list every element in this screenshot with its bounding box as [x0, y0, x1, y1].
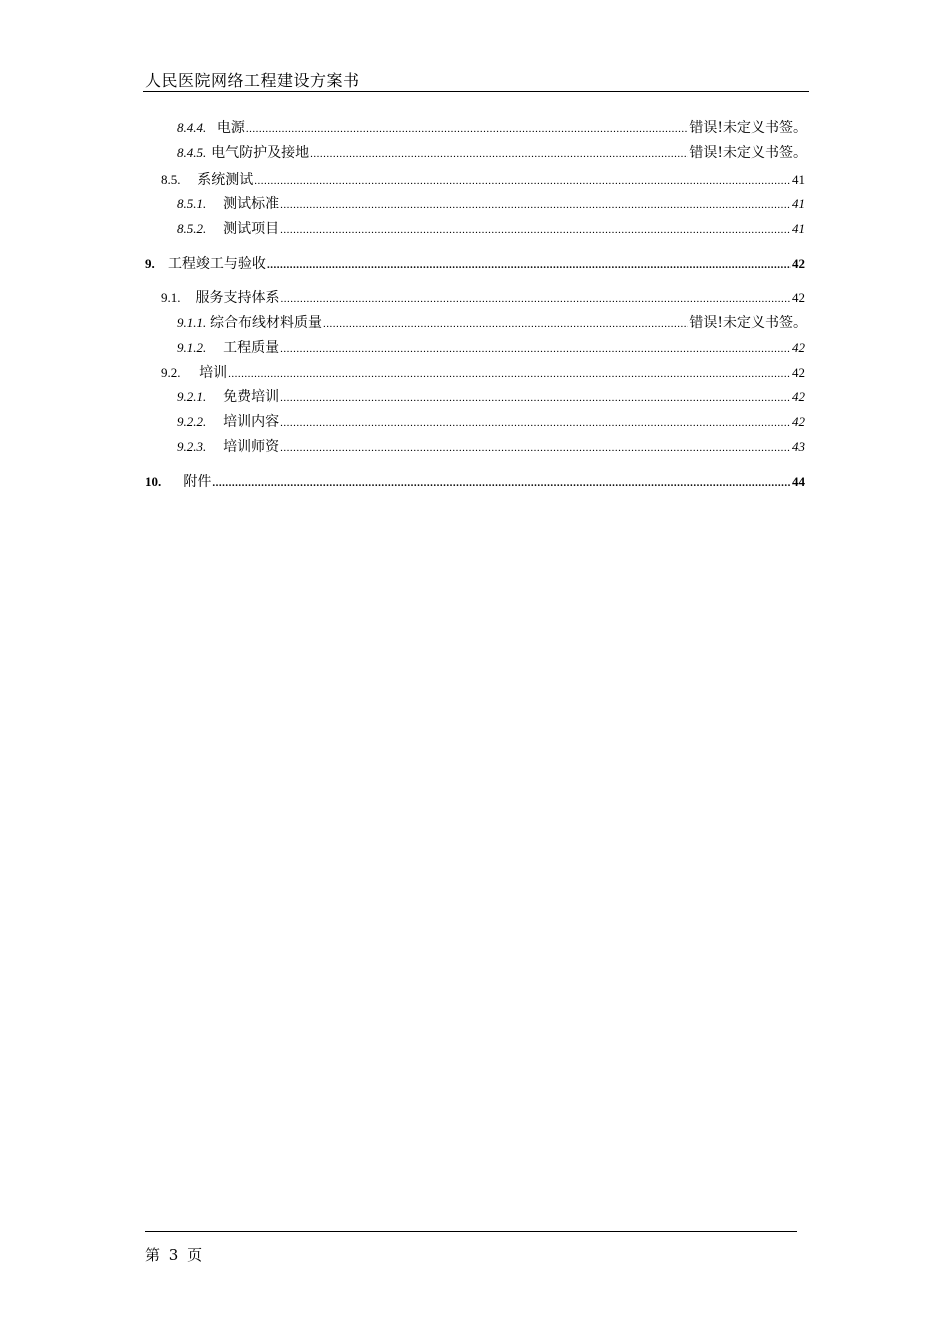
toc-entry-title: 附件: [183, 474, 212, 490]
toc-entry-number: 9.2.: [161, 365, 181, 380]
toc-entry-title: 电源: [216, 120, 245, 136]
toc-entry[interactable]: [161, 289, 805, 307]
toc-entry-page: 错误!未定义书签。: [689, 315, 807, 331]
toc-entry[interactable]: [145, 473, 805, 491]
toc-entry[interactable]: [177, 220, 805, 238]
toc-entry-number: 8.5.: [161, 172, 181, 187]
toc-entry-number: 9.: [145, 256, 155, 271]
dot-leader: [310, 149, 688, 160]
toc-entry[interactable]: [161, 364, 805, 382]
toc-entry[interactable]: [177, 314, 807, 332]
dot-leader: [280, 225, 791, 236]
toc-entry-title: 培训师资: [223, 439, 280, 455]
dot-leader: [212, 478, 791, 489]
footer-page-number: 第 3 页: [145, 1246, 205, 1264]
toc-entry-page: 41: [792, 221, 805, 236]
footer-rule: [145, 1231, 797, 1232]
toc-entry-page: 42: [792, 389, 805, 404]
toc-entry-title: 工程质量: [223, 340, 280, 356]
toc-entry-title: 培训内容: [223, 414, 280, 430]
toc-entry-page: 42: [792, 256, 805, 271]
toc-entry-title: 工程竣工与验收: [167, 256, 266, 272]
dot-leader: [228, 369, 791, 380]
toc-entry-number: 9.1.2.: [177, 340, 207, 355]
toc-entry-title: 综合布线材料质量: [209, 315, 322, 331]
header-rule: [143, 91, 809, 92]
toc-entry[interactable]: [177, 119, 807, 137]
dot-leader: [323, 319, 688, 330]
toc-entry[interactable]: [177, 144, 807, 162]
dot-leader: [280, 418, 791, 429]
dot-leader: [267, 260, 791, 271]
toc-entry-number: 8.4.4.: [177, 120, 207, 135]
toc-entry-page: 错误!未定义书签。: [689, 145, 807, 161]
toc-entry-title: 系统测试: [197, 172, 254, 188]
toc-entry-page: 41: [792, 196, 805, 211]
toc-entry-number: 8.5.1.: [177, 196, 207, 211]
toc-entry-title: 测试项目: [223, 221, 280, 237]
toc-entry[interactable]: [177, 438, 805, 456]
toc-entry-page: 42: [792, 414, 805, 429]
toc-entry-number: 9.1.1.: [177, 315, 207, 330]
toc-entry-number: 10.: [145, 474, 162, 489]
toc-entry-page: 44: [792, 474, 805, 489]
dot-leader: [254, 176, 791, 187]
dot-leader: [280, 200, 791, 211]
toc-entry-number: 9.2.3.: [177, 439, 207, 454]
toc-entry-page: 错误!未定义书签。: [689, 120, 807, 136]
dot-leader: [280, 443, 791, 454]
toc-entry-number: 8.4.5.: [177, 145, 207, 160]
toc-entry[interactable]: [161, 171, 805, 189]
header-title: 人民医院网络工程建设方案书: [145, 71, 360, 90]
toc-entry-number: 8.5.2.: [177, 221, 207, 236]
toc-entry-page: 43: [792, 439, 805, 454]
toc-entry[interactable]: [145, 255, 805, 273]
toc-entry-title: 免费培训: [223, 389, 280, 405]
toc-entry-title: 培训: [199, 365, 228, 381]
toc-entry-page: 42: [792, 340, 805, 355]
toc-entry[interactable]: [177, 195, 805, 213]
toc-entry-page: 42: [792, 365, 805, 380]
toc-entry[interactable]: [177, 388, 805, 406]
toc-entry-page: 42: [792, 290, 805, 305]
toc-entry-title: 测试标准: [223, 196, 280, 212]
toc-entry[interactable]: [177, 339, 805, 357]
dot-leader: [281, 294, 791, 305]
toc-entry[interactable]: [177, 413, 805, 431]
dot-leader: [280, 344, 791, 355]
toc-entry-number: 9.1.: [161, 290, 181, 305]
dot-leader: [280, 393, 791, 404]
dot-leader: [246, 124, 688, 135]
toc-entry-number: 9.2.1.: [177, 389, 207, 404]
toc-entry-title: 电气防护及接地: [211, 145, 310, 161]
toc-entry-number: 9.2.2.: [177, 414, 207, 429]
toc-entry-title: 服务支持体系: [195, 290, 280, 306]
toc-entry-page: 41: [792, 172, 805, 187]
